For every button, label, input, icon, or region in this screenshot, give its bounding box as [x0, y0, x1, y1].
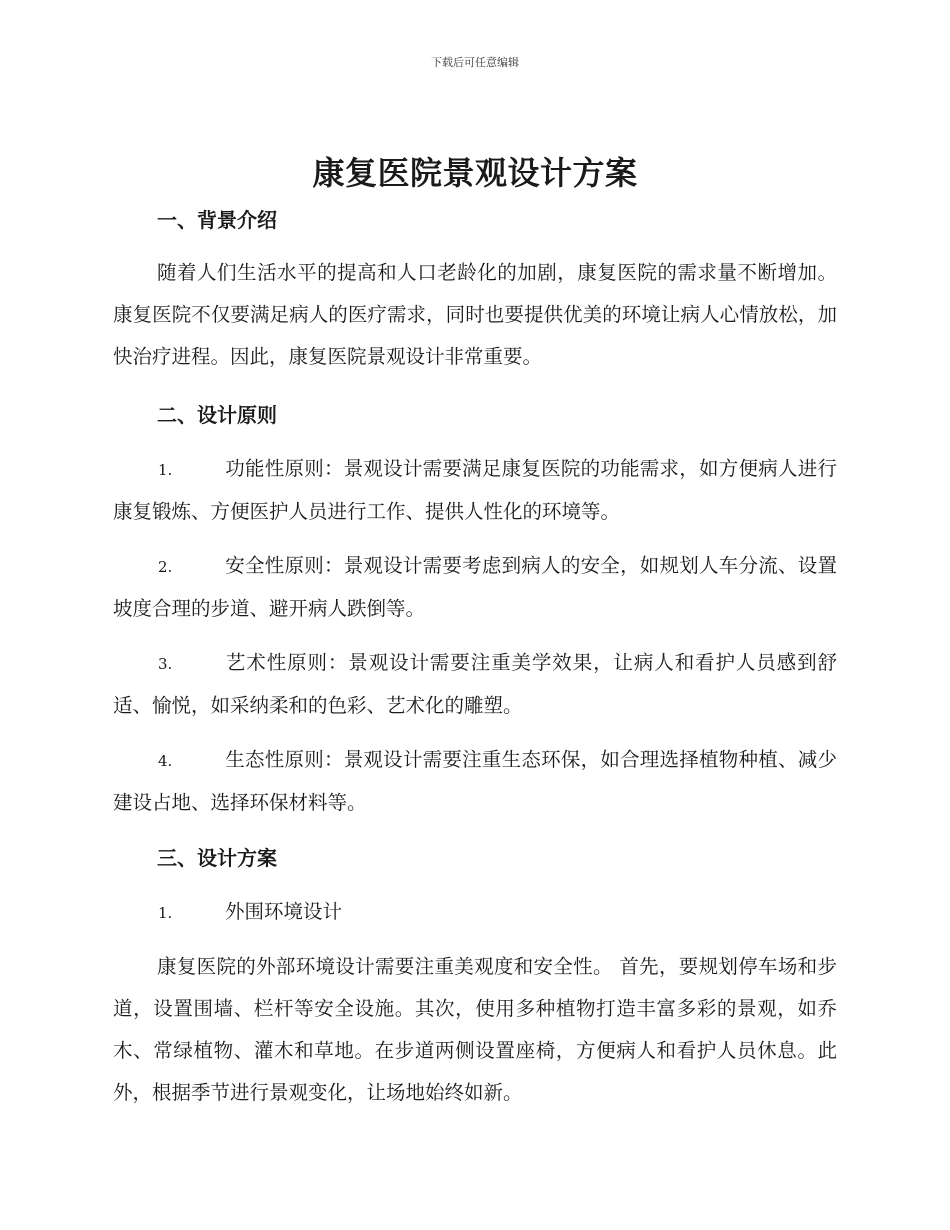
section-heading-principles: 二、设计原则	[157, 403, 277, 427]
section-heading-background: 一、背景介绍	[157, 208, 277, 232]
principle-number: 1.	[158, 461, 173, 479]
principle-text: 艺术性原则：景观设计需要注重美学效果，让病人和看护人员感到舒适、愉悦，如采纳柔和的色彩、艺术化的雕塑。	[113, 651, 837, 717]
plan-paragraph: 康复医院的外部环境设计需要注重美观度和安全性。 首先，要规划停车场和步道，设置围墙、栏杆等安全设施。其次，使用多种植物打造丰富多彩的景观，如乔木、常绿植物、灌木和草地。在步道两侧设置座椅，方便病人和看护人员休息。此外，根据季节进行景观变化，让场地始终如新。	[113, 955, 837, 1104]
principle-number: 3.	[158, 655, 173, 673]
header-note: 下载后可任意编辑	[431, 56, 519, 69]
principle-item	[113, 448, 837, 533]
plan-subitem	[113, 891, 837, 934]
principle-item	[113, 642, 837, 727]
section-heading-plan: 三、设计方案	[157, 846, 277, 870]
principle-number: 2.	[158, 558, 173, 576]
principle-item	[113, 545, 837, 630]
section-plan-body	[113, 946, 837, 1114]
plan-subitem-number: 1.	[158, 904, 173, 922]
background-paragraph: 随着人们生活水平的提高和人口老龄化的加剧，康复医院的需求量不断增加。康复医院不仅要满足病人的医疗需求，同时也要提供优美的环境让病人心情放松，加快治疗进程。因此，康复医院景观设计非常重要。	[113, 261, 837, 368]
principle-text: 功能性原则：景观设计需要满足康复医院的功能需求，如方便病人进行康复锻炼、方便医护人员进行工作、提供人性化的环境等。	[113, 457, 837, 523]
principle-text: 安全性原则：景观设计需要考虑到病人的安全，如规划人车分流、设置坡度合理的步道、避开病人跌倒等。	[113, 554, 837, 620]
section-background-body	[113, 252, 837, 378]
principle-number: 4.	[158, 752, 173, 770]
document-title: 康复医院景观设计方案	[312, 154, 638, 192]
principle-item	[113, 739, 837, 824]
principle-text: 生态性原则：景观设计需要注重生态环保，如合理选择植物种植、减少建设占地、选择环保材料等。	[113, 748, 837, 814]
plan-subitem-text: 外围环境设计	[225, 900, 343, 923]
